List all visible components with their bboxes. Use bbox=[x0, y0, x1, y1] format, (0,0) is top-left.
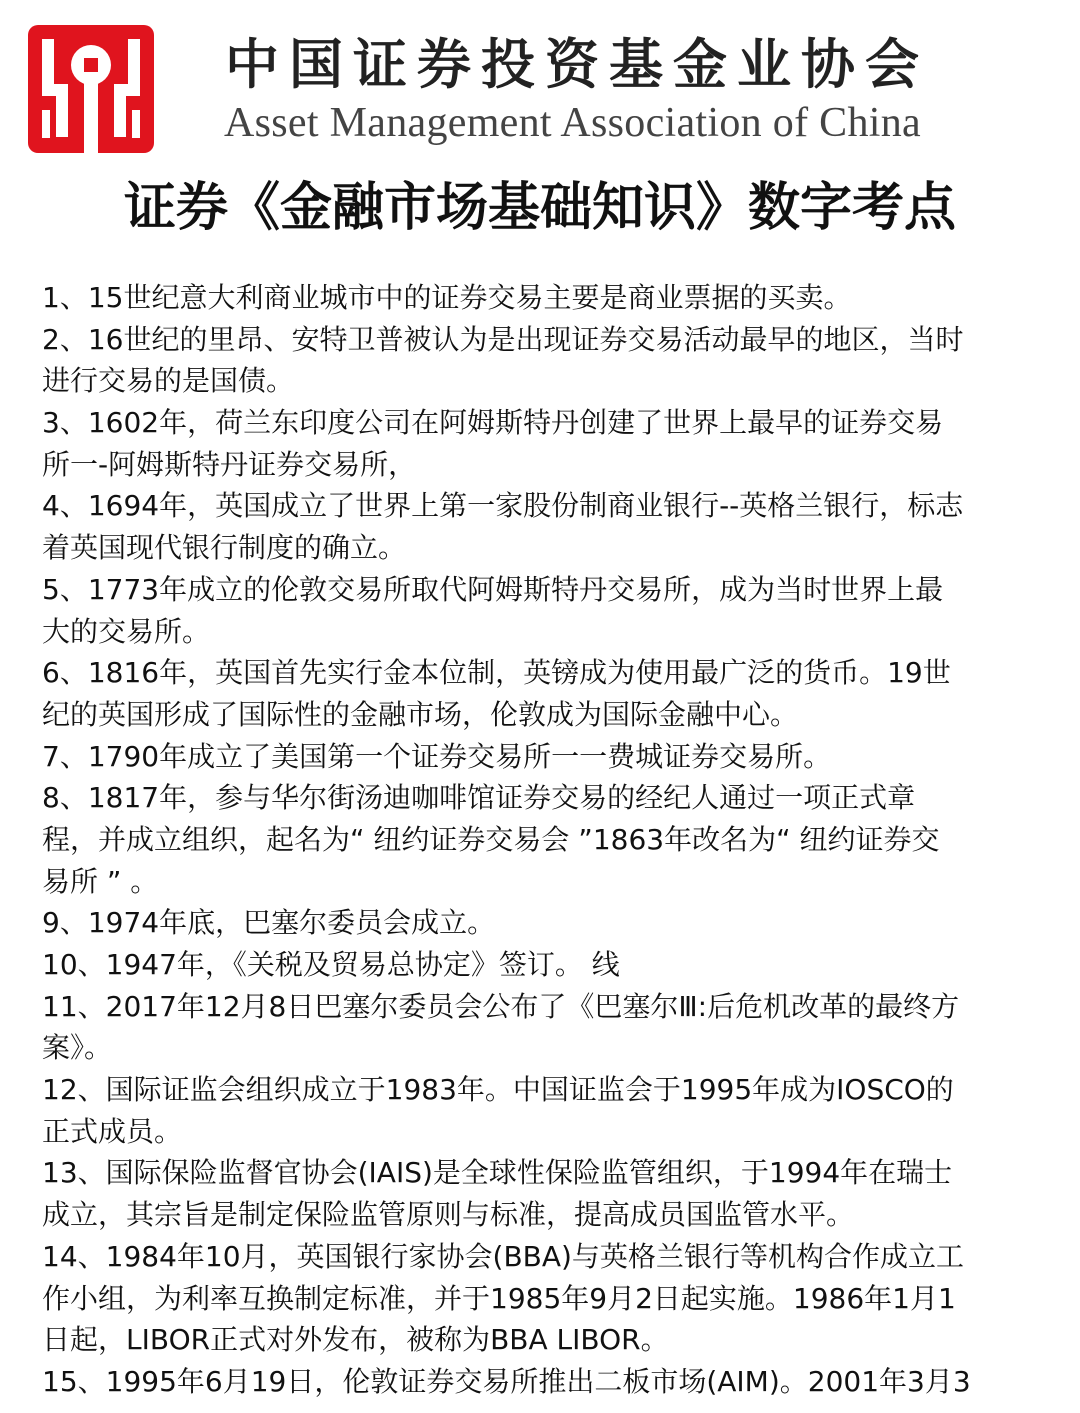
key-point-line: 10、1947年，《关税及贸易总协定》签订。 线 bbox=[42, 948, 620, 981]
key-point-line: 纪的英国形成了国际性的金融市场，伦敦成为国际金融中心。 bbox=[42, 697, 799, 731]
key-points-list bbox=[42, 277, 1052, 1403]
key-point-line: 1、15世纪意大利商业城市中的证券交易主要是商业票据的买卖。 bbox=[42, 281, 852, 314]
key-point-line: 2、16世纪的里昂、安特卫普被认为是出现证券交易活动最早的地区，当时 bbox=[42, 322, 964, 356]
key-point-line: 4、1694年，英国成立了世界上第一家股份制商业银行--英格兰银行，标志 bbox=[42, 489, 964, 523]
key-point-line: 5、1773年成立的伦敦交易所取代阿姆斯特丹交易所，成为当时世界上最 bbox=[42, 572, 944, 606]
association-logo-mark bbox=[28, 25, 154, 153]
key-point-line: 14、1984年10月，英国银行家协会(BBA)与英格兰银行等机构合作成立工 bbox=[42, 1239, 964, 1273]
key-point-line: 程，并成立组织，起名为“ 纽约证券交易会 ”1863年改名为“ 纽约证券交 bbox=[42, 822, 940, 856]
key-point-line: 易所 ” 。 bbox=[42, 864, 159, 898]
key-point-line: 正式成员。 bbox=[42, 1114, 183, 1148]
key-point-line: 所一-阿姆斯特丹证券交易所， bbox=[42, 447, 417, 481]
key-point-line: 12、国际证监会组织成立于1983年。中国证监会于1995年成为IOSCO的 bbox=[42, 1073, 954, 1107]
key-point-line: 8、1817年，参与华尔街汤迪咖啡馆证券交易的经纪人通过一项正式章 bbox=[42, 781, 916, 815]
key-point-line: 案》。 bbox=[42, 1031, 113, 1065]
key-point-line: 11、2017年12月8日巴塞尔委员会公布了《巴塞尔Ⅲ:后危机改革的最终方 bbox=[42, 989, 960, 1023]
key-point-line: 进行交易的是国债。 bbox=[42, 364, 295, 398]
key-point-line: 6、1816年，英国首先实行金本位制，英镑成为使用最广泛的货币。19世 bbox=[42, 656, 951, 690]
key-point-line: 成立，其宗旨是制定保险监管原则与标准，提高成员国监管水平。 bbox=[42, 1198, 855, 1232]
key-point-line: 日起，LIBOR正式对外发布，被称为BBA LIBOR。 bbox=[42, 1323, 669, 1357]
key-point-line: 大的交易所。 bbox=[42, 614, 211, 648]
key-point-line: 7、1790年成立了美国第一个证券交易所一一费城证券交易所。 bbox=[42, 739, 832, 773]
key-point-line: 3、1602年，荷兰东印度公司在阿姆斯特丹创建了世界上最早的证券交易 bbox=[42, 406, 944, 440]
key-point-line: 9、1974年底，巴塞尔委员会成立。 bbox=[42, 906, 496, 940]
association-name-chinese: 中国证券投资基金业协会 bbox=[225, 32, 929, 96]
association-name-english: Asset Management Association of China bbox=[224, 100, 921, 146]
page-title: 证券《金融市场基础知识》数字考点 bbox=[123, 178, 956, 238]
key-point-line: 15、1995年6月19日，伦敦证券交易所推出二板市场(AIM)。2001年3月3 bbox=[42, 1364, 971, 1398]
key-point-line: 13、国际保险监督官协会(IAIS)是全球性保险监管组织，于1994年在瑞士 bbox=[42, 1156, 953, 1190]
key-point-line: 着英国现代银行制度的确立。 bbox=[42, 531, 407, 565]
key-point-line: 作小组，为利率互换制定标准，并于1985年9月2日起实施。1986年1月1 bbox=[42, 1281, 956, 1315]
